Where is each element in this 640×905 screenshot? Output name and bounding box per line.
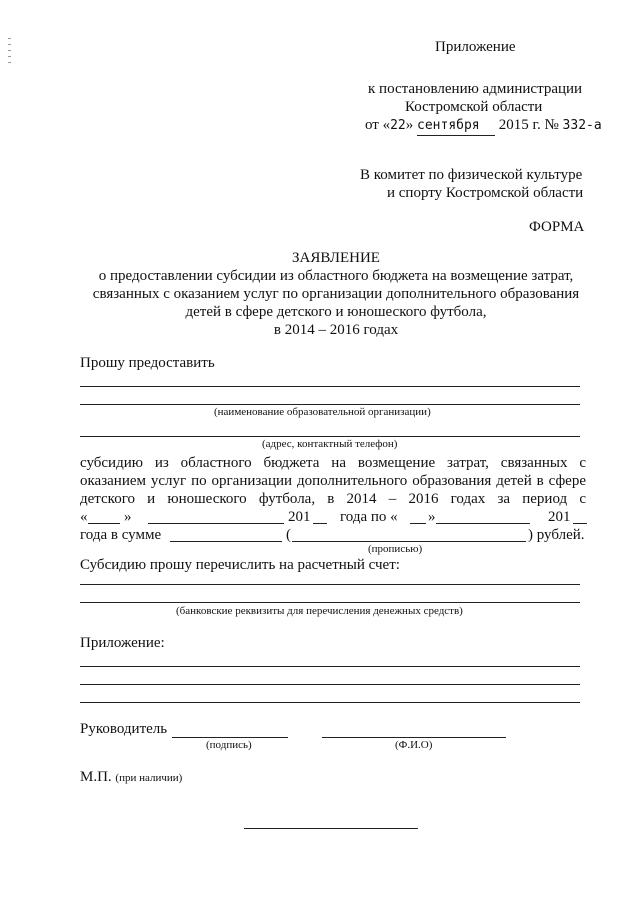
period-from-open-quote: « [80,509,88,525]
date-prefix: от « [365,117,391,133]
body-line-2: оказанием услуг по организации дополнительного образования детей в сфере [80,473,586,489]
margin-marks [8,38,11,68]
title-line-2: связанных с оказанием услуг по организации дополнительного образования [92,286,580,302]
resolution-line: к постановлению администрации [368,81,583,97]
full-name-caption: (Ф.И.О) [395,739,433,751]
date-quote: » [405,117,414,133]
title-line-3: детей в сфере детского и юношеского футбола, [185,304,487,320]
closing-rule [244,828,418,829]
addressee-line-2: и спорту Костромской области [387,185,584,201]
amount-words-field[interactable] [292,541,526,542]
period-to-day-field[interactable] [410,523,426,524]
period-to-month-field[interactable] [436,523,530,524]
addressee-line-1: В комитет по физической культуре [360,167,583,183]
body-line-3: детского и юношеского футбола, в 2014 – 2016 годах за период с [80,491,586,507]
account-request-text: Субсидию прошу перечислить на расчетный счет: [80,557,400,573]
date-year: 2015 г. № [498,117,559,133]
body-line-1: субсидию из областного бюджета на возмещение затрат, связанных с [80,455,586,471]
request-text: Прошу предоставить [80,355,215,371]
bank-details-line-1[interactable] [80,584,580,585]
address-line[interactable] [80,436,580,437]
date-day: 22 [390,118,406,133]
date-month: сентября [417,117,495,136]
period-from-month-field[interactable] [148,523,284,524]
org-name-caption: (наименование образовательной организации) [214,406,431,418]
org-name-line-1[interactable] [80,386,580,387]
seal-note: (при наличии) [115,772,183,784]
period-to-close-quote: » [428,509,436,525]
region-line: Костромской области [405,99,543,115]
seal-abbrev: М.П. [80,769,112,785]
signature-caption: (подпись) [206,739,252,751]
full-name-field[interactable] [322,737,506,738]
address-caption: (адрес, контактный телефон) [262,438,398,450]
bank-details-caption: (банковские реквизиты для перечисления денежных средств) [176,605,463,617]
title-line-1: о предоставлении субсидии из областного бюджета на возмещение затрат, [98,268,574,284]
period-to-year: 201 [548,509,571,525]
amount-open-paren: ( [286,527,291,543]
head-label: Руководитель [80,721,168,737]
period-to-year-field[interactable] [573,523,587,524]
seal-label [80,768,182,787]
title-line-4: в 2014 – 2016 годах [273,322,399,338]
period-from-year-field[interactable] [313,523,327,524]
resolution-date [365,116,602,136]
form-label: ФОРМА [529,219,585,235]
period-from-day-field[interactable] [88,523,120,524]
amount-digits-field[interactable] [170,541,282,542]
attachment-line-2[interactable] [80,684,580,685]
period-from-year: 201 [288,509,311,525]
org-name-line-2[interactable] [80,404,580,405]
attachment-label: Приложение: [80,635,165,651]
period-to-text: года по « [340,509,398,525]
resolution-number: 332-а [562,118,602,133]
period-from-close-quote: » [124,509,132,525]
amount-close-text: ) рублей. [528,527,585,543]
appendix-label: Приложение [435,39,516,55]
bank-details-line-2[interactable] [80,602,580,603]
attachment-line-3[interactable] [80,702,580,703]
document-title: ЗАЯВЛЕНИЕ [292,250,380,266]
attachment-line-1[interactable] [80,666,580,667]
amount-prefix: года в сумме [80,527,162,543]
signature-field[interactable] [172,737,288,738]
amount-words-caption: (прописью) [368,543,423,555]
